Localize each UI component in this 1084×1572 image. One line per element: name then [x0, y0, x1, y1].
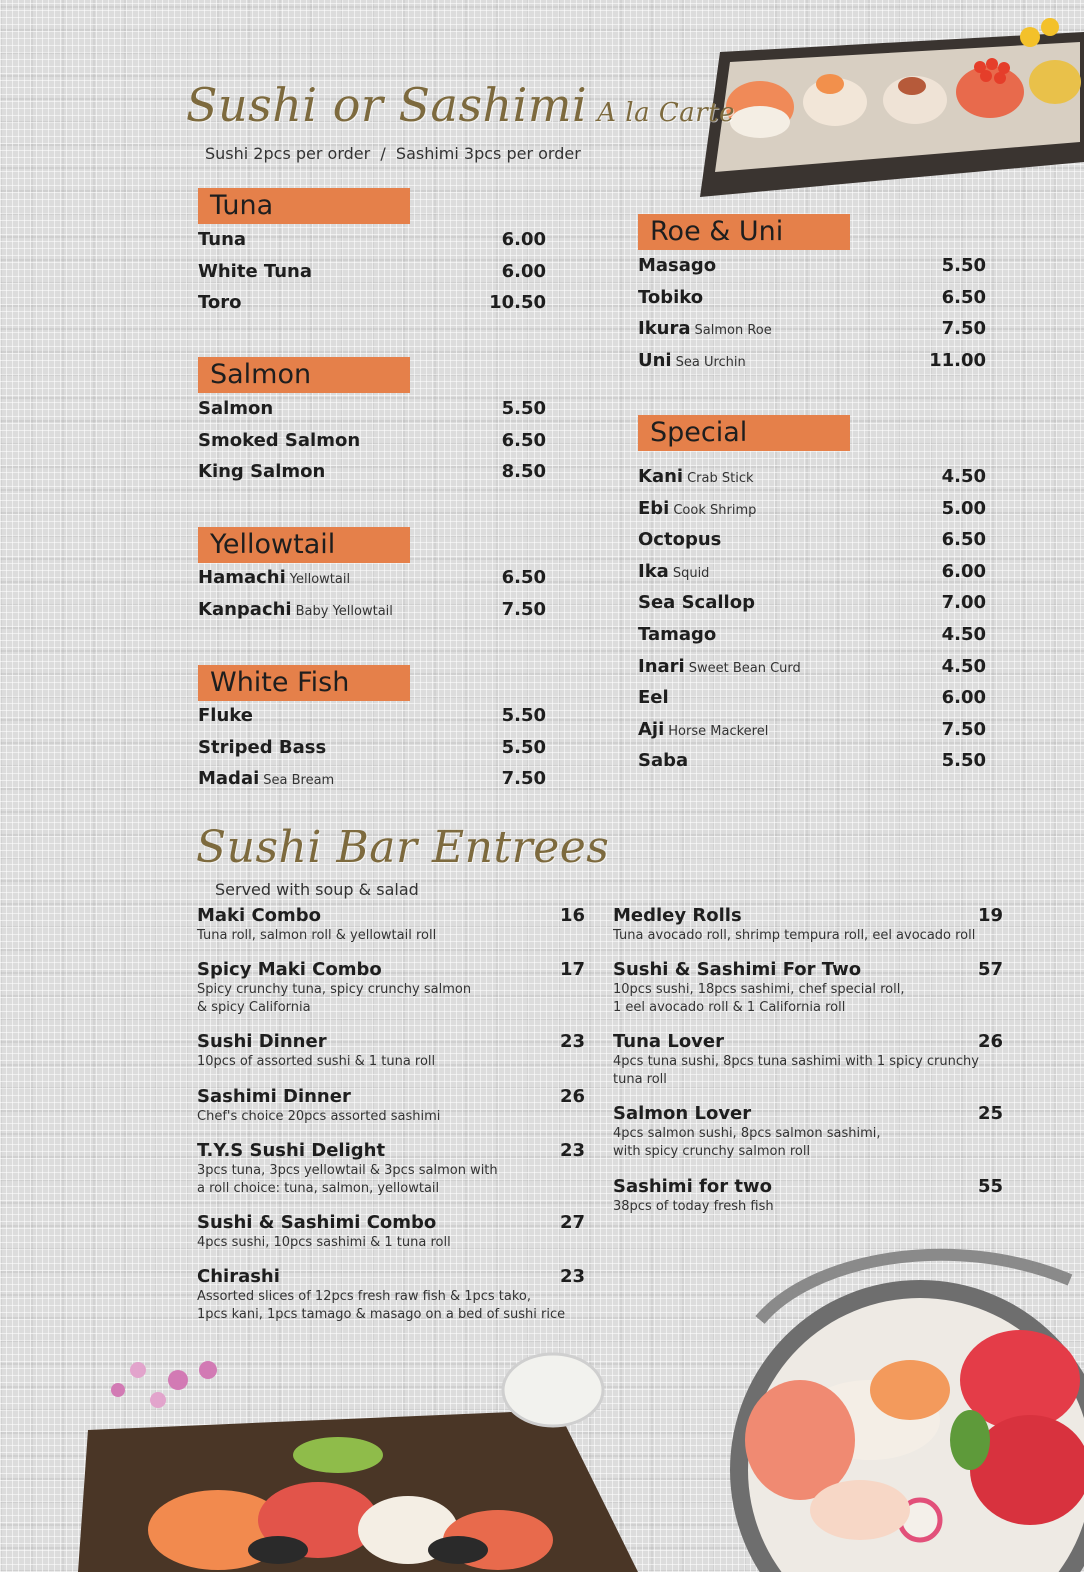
item-name: Saba: [638, 750, 689, 772]
entree-item: [613, 959, 1003, 1017]
item-desc: Yellowtail: [289, 572, 351, 587]
item-price: 8.50: [501, 461, 546, 483]
item-name: Tuna: [198, 229, 247, 250]
item-name: Uni: [638, 349, 672, 371]
item-name: Aji: [638, 718, 665, 740]
item-price: 5.50: [941, 750, 986, 772]
item-desc: Sea Bream: [263, 773, 335, 789]
item-desc: Salmon Roe: [694, 323, 772, 339]
menu-item: [198, 288, 546, 318]
entree-name: Sashimi for two: [613, 1176, 772, 1197]
alacarte-title-text: Sushi or Sashimi: [186, 78, 588, 132]
item-price: 4.50: [941, 624, 986, 645]
category-salmon: Salmon: [198, 357, 410, 393]
platter-photo: [78, 1340, 638, 1572]
item-desc: Crab Stick: [687, 471, 754, 486]
item-name: King Salmon: [198, 461, 326, 483]
entree-desc: Tuna roll, salmon roll & yellowtail roll: [197, 928, 437, 943]
menu-item: [198, 764, 546, 794]
item-price: 6.50: [941, 529, 986, 551]
entree-price: 19: [977, 905, 1003, 926]
item-name: Kanpachi: [198, 598, 292, 620]
item-name: Salmon: [198, 398, 274, 419]
item-price: 6.00: [941, 560, 986, 582]
item-price: 6.50: [941, 286, 986, 308]
item-name: White Tuna: [198, 260, 312, 282]
entree-name: Salmon Lover: [613, 1103, 752, 1124]
entree-desc: 3pcs tuna, 3pcs yellowtail & 3pcs salmon with a roll choice: tuna, salmon, yellowtail: [197, 1163, 498, 1196]
item-price: 4.50: [941, 466, 986, 487]
entree-desc: 10pcs sushi, 18pcs sashimi, chef special roll, 1 eel avocado roll & 1 California roll: [613, 982, 905, 1015]
menu-item: [198, 595, 546, 625]
entree-item: [197, 905, 585, 945]
entree-name: Spicy Maki Combo: [197, 959, 382, 980]
item-name: Ika: [638, 560, 669, 582]
entree-name: Maki Combo: [197, 905, 322, 926]
entree-item: [197, 1086, 585, 1126]
item-price: 7.50: [941, 318, 986, 340]
entree-desc: 10pcs of assorted sushi & 1 tuna roll: [197, 1054, 436, 1069]
menu-item: [638, 683, 986, 713]
entree-item: [197, 1212, 585, 1252]
entree-price: 16: [559, 905, 585, 926]
item-price: 6.00: [941, 687, 986, 709]
item-name: Masago: [638, 255, 717, 276]
item-desc: Sweet Bean Curd: [688, 660, 801, 676]
menu-item: [638, 588, 986, 618]
category-tuna: Tuna: [198, 188, 410, 224]
item-name: Hamachi: [198, 567, 286, 588]
menu-item: [198, 563, 546, 593]
item-name: Inari: [638, 655, 685, 677]
entree-price: 25: [977, 1103, 1003, 1124]
menu-item: [638, 251, 986, 281]
menu-item: [638, 494, 986, 524]
entree-price: 23: [559, 1031, 585, 1052]
menu-item: [638, 314, 986, 344]
item-price: 5.50: [501, 398, 546, 419]
entree-name: Sushi & Sashimi Combo: [197, 1212, 437, 1233]
category-yellowtail: Yellowtail: [198, 527, 410, 563]
entree-desc: Tuna avocado roll, shrimp tempura roll, eel avocado roll: [613, 928, 976, 943]
item-desc: Sea Urchin: [675, 354, 746, 370]
entree-item: [613, 905, 1003, 945]
item-price: 7.00: [941, 592, 986, 614]
sushi-plate-photo: [690, 12, 1084, 202]
category-whitefish: White Fish: [198, 665, 410, 701]
menu-item: [198, 426, 546, 456]
item-price: 5.50: [941, 255, 986, 276]
entree-price: 26: [977, 1031, 1003, 1052]
item-name: Fluke: [198, 705, 253, 726]
menu-item: [638, 746, 986, 776]
entree-price: 26: [559, 1086, 585, 1107]
entree-price: 23: [559, 1140, 585, 1161]
item-price: 11.00: [929, 349, 986, 371]
menu-item: [638, 557, 986, 587]
item-name: Tamago: [638, 624, 717, 645]
entree-item: [197, 1031, 585, 1071]
item-name: Striped Bass: [198, 736, 327, 758]
item-desc: Horse Mackerel: [668, 723, 769, 739]
item-price: 5.50: [501, 736, 546, 758]
item-price: 4.50: [941, 655, 986, 677]
item-price: 6.50: [501, 567, 546, 588]
item-desc: Squid: [672, 565, 710, 581]
menu-item: [198, 701, 546, 731]
menu-item: [198, 457, 546, 487]
item-name: Tobiko: [638, 286, 704, 308]
entree-price: 57: [977, 959, 1003, 980]
item-price: 5.50: [501, 705, 546, 726]
item-name: Kani: [638, 466, 684, 487]
entree-name: Sashimi Dinner: [197, 1086, 351, 1107]
menu-item: [638, 620, 986, 650]
menu-item: [198, 733, 546, 763]
entrees-subtitle: Served with soup & salad: [215, 880, 419, 899]
entree-desc: 38pcs of today fresh fish: [613, 1199, 774, 1214]
entree-name: Medley Rolls: [613, 905, 742, 926]
entrees-title: Sushi Bar Entrees: [196, 822, 610, 873]
entree-item: [613, 1176, 1003, 1216]
entree-desc: Spicy crunchy tuna, spicy crunchy salmon & spicy California: [197, 982, 472, 1015]
item-name: Toro: [198, 292, 242, 314]
item-name: Smoked Salmon: [198, 429, 361, 451]
item-price: 6.00: [501, 229, 546, 250]
item-price: 7.50: [501, 598, 546, 620]
entree-name: Chirashi: [197, 1266, 280, 1287]
item-name: Madai: [198, 768, 260, 790]
entree-name: Tuna Lover: [613, 1031, 724, 1052]
entree-desc: Chef's choice 20pcs assorted sashimi: [197, 1109, 441, 1124]
item-desc: Cook Shrimp: [673, 502, 757, 518]
item-price: 6.50: [501, 429, 546, 451]
item-name: Octopus: [638, 529, 722, 551]
entree-price: 17: [559, 959, 585, 980]
alacarte-title-suffix: A la Carte: [597, 98, 736, 128]
alacarte-title: [186, 78, 735, 132]
entree-desc: Assorted slices of 12pcs fresh raw fish & 1pcs tako, 1pcs kani, 1pcs tamago & masago on a bed of sushi rice: [197, 1289, 566, 1322]
item-desc: Baby Yellowtail: [295, 603, 393, 619]
item-name: Ikura: [638, 318, 691, 340]
menu-item: [198, 225, 546, 255]
entree-desc: 4pcs sushi, 10pcs sashimi & 1 tuna roll: [197, 1235, 451, 1250]
category-roe: Roe & Uni: [638, 214, 850, 250]
category-special: Special: [638, 415, 850, 451]
entree-item: [197, 1140, 585, 1198]
entree-price: 23: [559, 1266, 585, 1287]
entree-item: [197, 959, 585, 1017]
entree-item: [613, 1103, 1003, 1161]
entree-price: 55: [977, 1176, 1003, 1197]
entree-name: Sushi Dinner: [197, 1031, 327, 1052]
entree-item: [613, 1031, 1003, 1089]
menu-item: [638, 652, 986, 682]
item-price: 5.00: [941, 497, 986, 519]
menu-item: [638, 283, 986, 313]
menu-item: [638, 346, 986, 376]
menu-item: [638, 462, 986, 492]
entree-name: T.Y.S Sushi Delight: [197, 1140, 386, 1161]
item-name: Sea Scallop: [638, 592, 755, 614]
menu-item: [638, 525, 986, 555]
menu-item: [198, 394, 546, 424]
item-name: Ebi: [638, 497, 670, 519]
entree-name: Sushi & Sashimi For Two: [613, 959, 862, 980]
item-price: 7.50: [941, 718, 986, 740]
menu-item: [638, 715, 986, 745]
menu-item: [198, 257, 546, 287]
item-price: 6.00: [501, 260, 546, 282]
entree-desc: 4pcs tuna sushi, 8pcs tuna sashimi with 1 spicy crunchy tuna roll: [613, 1054, 979, 1087]
item-name: Eel: [638, 687, 669, 709]
entree-price: 27: [559, 1212, 585, 1233]
item-price: 10.50: [489, 292, 546, 314]
entree-item: [197, 1266, 585, 1324]
entree-desc: 4pcs salmon sushi, 8pcs salmon sashimi, with spicy crunchy salmon roll: [613, 1126, 881, 1159]
item-price: 7.50: [501, 768, 546, 790]
sashimi-bowl-photo: [690, 1240, 1084, 1572]
alacarte-subtitle: Sushi 2pcs per order / Sashimi 3pcs per order: [205, 144, 581, 163]
